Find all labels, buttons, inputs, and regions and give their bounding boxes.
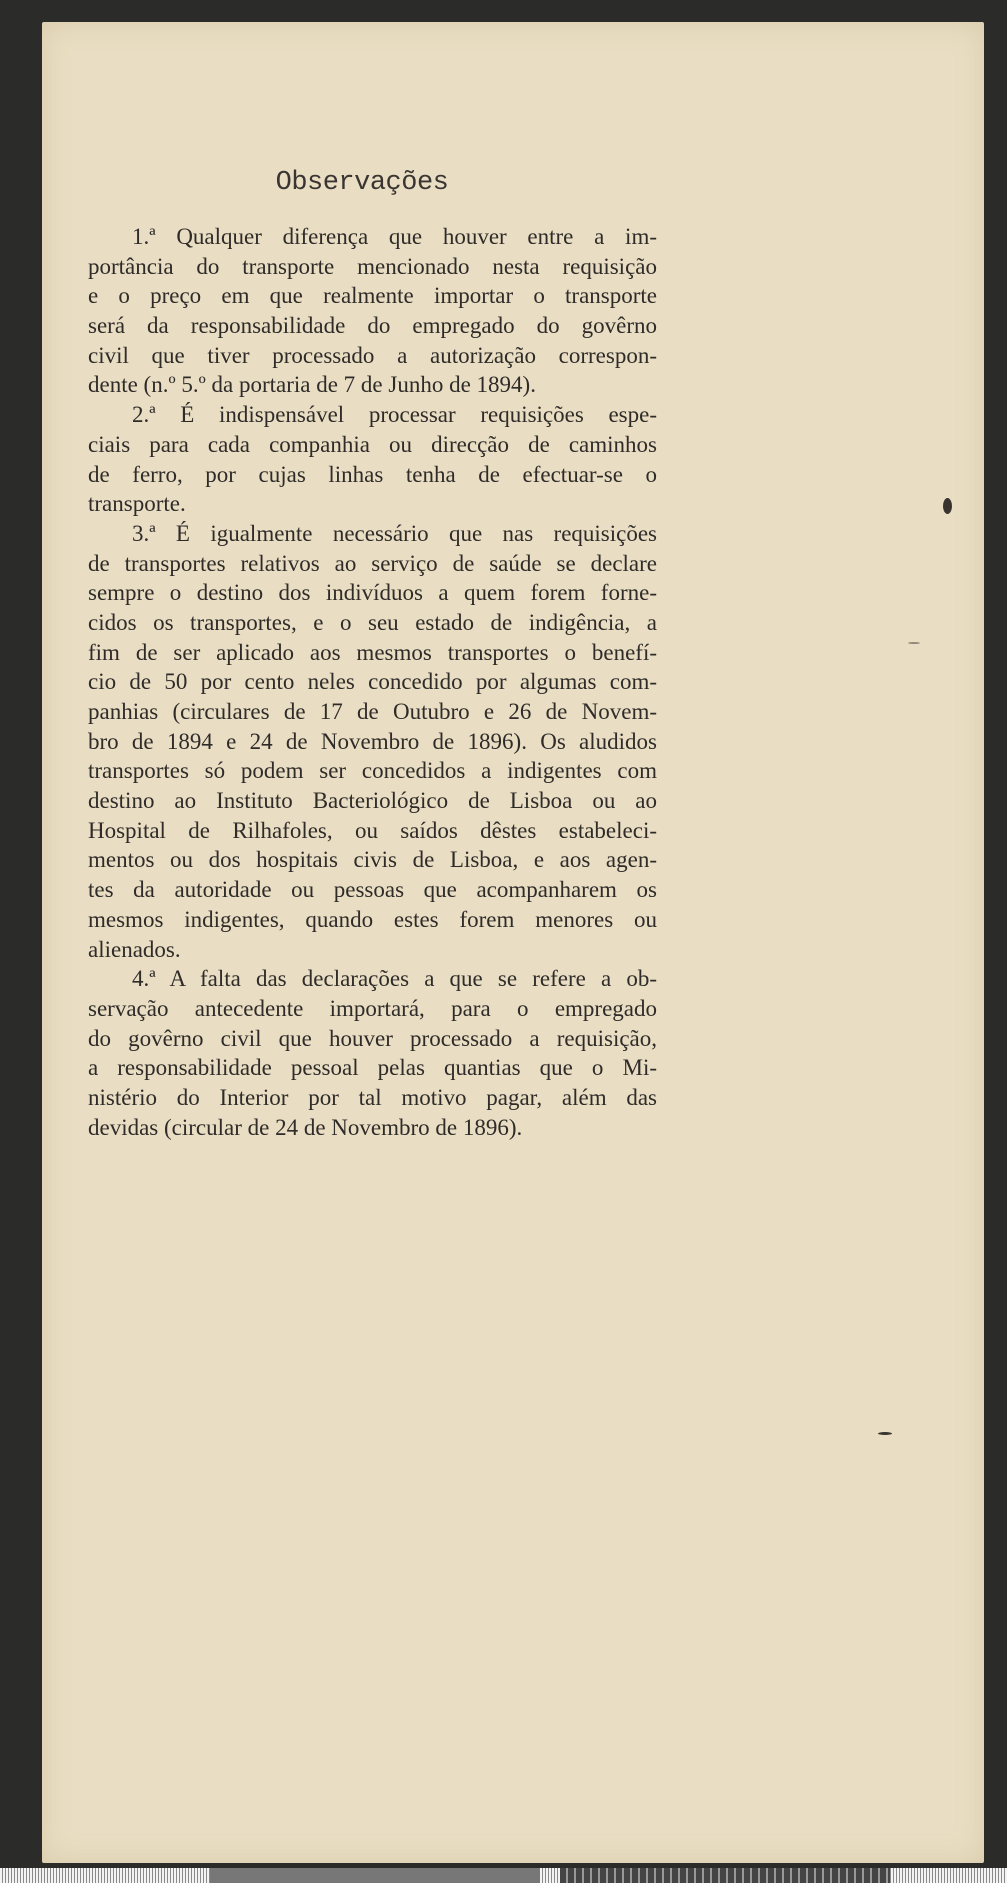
observations-text: [88, 222, 657, 1142]
text-line: transportes só podem ser concedidos a indigentes com: [88, 758, 657, 784]
text-line: sempre o destino dos indivíduos a quem forem forne-: [88, 580, 657, 606]
text-line: cidos os transportes, e o seu estado de indigência, a: [88, 609, 657, 635]
text-line: 4.ª A falta das declarações a que se refere a ob-: [132, 966, 657, 992]
ink-speck: [908, 642, 920, 644]
text-line: 3.ª É igualmente necessário que nas requisições: [132, 520, 657, 546]
text-line: ciais para cada companhia ou direcção de caminhos: [88, 431, 657, 457]
text-line: será da responsabilidade do empregado do govêrno: [88, 313, 657, 339]
text-line: alienados.: [88, 936, 181, 962]
text-line: panhias (circulares de 17 de Outubro e 26 de Novem-: [88, 699, 657, 724]
ink-speck: [878, 1432, 892, 1435]
text-line: nistério do Interior por tal motivo pagar, além das: [88, 1084, 657, 1110]
text-line: mentos ou dos hospitais civis de Lisboa, e aos agen-: [88, 847, 657, 873]
text-line: destino ao Instituto Bacteriológico de Lisboa ou ao: [88, 788, 657, 814]
text-line: tes da autoridade ou pessoas que acompanharem os: [88, 877, 657, 903]
text-line: 1.ª Qualquer diferença que houver entre a im-: [132, 224, 657, 249]
text-line: Hospital de Rilhafoles, ou saídos dêstes estabeleci-: [88, 817, 657, 843]
text-line: bro de 1894 e 24 de Novembro de 1896). Os aludidos: [88, 728, 657, 754]
text-line: dente (n.º 5.º da portaria de 7 de Junho de 1894).: [88, 372, 536, 398]
text-line: mesmos indigentes, quando estes forem menores ou: [88, 906, 657, 932]
text-line: cio de 50 por cento neles concedido por algumas com-: [88, 669, 657, 695]
text-line: do govêrno civil que houver processado a requisição,: [88, 1025, 657, 1051]
text-line: a responsabilidade pessoal pelas quantias que o Mi-: [88, 1055, 657, 1081]
ink-speck: [943, 498, 952, 514]
scan-ruler: [0, 1868, 1007, 1883]
text-line: transporte.: [88, 491, 186, 517]
text-line: fim de ser aplicado aos mesmos transportes o benefí-: [88, 639, 657, 665]
page-title: Observações: [275, 168, 449, 198]
text-line: civil que tiver processado a autorização correspon-: [88, 342, 657, 368]
text-line: de ferro, por cujas linhas tenha de efectuar-se o: [88, 461, 657, 487]
text-line: portância do transporte mencionado nesta requisição: [88, 253, 657, 279]
text-line: e o preço em que realmente importar o transporte: [88, 283, 657, 309]
text-line: servação antecedente importará, para o empregado: [88, 995, 657, 1021]
text-line: devidas (circular de 24 de Novembro de 1896).: [88, 1114, 523, 1140]
text-line: de transportes relativos ao serviço de saúde se declare: [88, 550, 657, 576]
text-line: 2.ª É indispensável processar requisições espe-: [132, 402, 657, 428]
